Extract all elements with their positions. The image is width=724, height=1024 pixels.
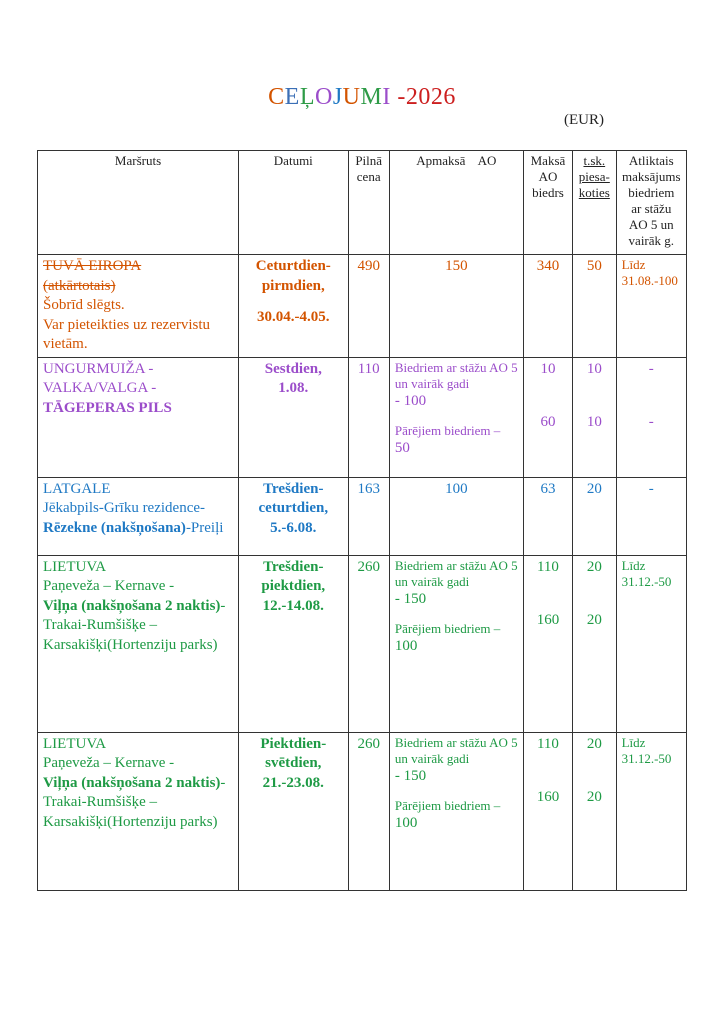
member-pays-senior: 110	[536, 558, 559, 575]
date-cell	[239, 732, 348, 890]
member-pays-cell	[523, 732, 572, 890]
currency-label: (EUR)	[564, 112, 604, 128]
member-pays-cell: 340	[523, 255, 572, 358]
header-member-pays: Maksā AO biedrs	[523, 151, 572, 255]
ao-pays-cell	[389, 732, 523, 890]
date-cell	[239, 477, 348, 555]
table-row	[38, 255, 687, 358]
full-price-cell: 163	[348, 477, 389, 555]
route-detail	[43, 499, 233, 538]
ao-pays-cell	[389, 555, 523, 732]
discount-cell: Līdz 31.12.-50	[616, 732, 686, 890]
route-detail	[43, 774, 233, 833]
ao-pays-senior-value: - 150	[394, 590, 427, 607]
route-line: LIETUVA	[43, 558, 107, 575]
header-dates: Datumi	[239, 151, 348, 255]
header-ao-pays: Apmaksā AO	[389, 151, 523, 255]
full-price-cell: 260	[348, 732, 389, 890]
date-range: 5.-6.08.	[270, 519, 317, 536]
member-pays-other: 160	[536, 789, 560, 805]
discount-cell: Līdz 31.12.-50	[616, 555, 686, 732]
table-row	[38, 732, 687, 890]
full-price-cell: 110	[348, 357, 389, 477]
ao-pays-cell: 100	[389, 477, 523, 555]
ao-pays-other-value: 50	[394, 440, 410, 456]
table-header-row	[38, 151, 687, 255]
ao-pays-senior-value: - 150	[394, 767, 427, 784]
full-price-cell: 260	[348, 555, 389, 732]
discount-cell: -	[616, 477, 686, 555]
table-row	[38, 357, 687, 477]
incl-senior: 20	[586, 558, 602, 575]
route-line: LIETUVA	[43, 735, 107, 752]
title-letter: U	[342, 84, 361, 110]
route-line: VALKA/VALGA -	[43, 380, 157, 396]
full-price-cell: 490	[348, 255, 389, 358]
ao-pays-other-value: 100	[394, 638, 418, 654]
route-strike-2: (atkārtotais)	[43, 277, 116, 294]
member-pays-cell	[523, 555, 572, 732]
incl-cell	[573, 357, 617, 477]
incl-other: 10	[586, 414, 602, 430]
ao-pays-other-value: 100	[394, 815, 418, 831]
date-days: Sestdien,	[264, 360, 322, 377]
member-pays-senior: 110	[536, 735, 559, 752]
discount-cell: Līdz 31.08.-100	[616, 255, 686, 358]
table-row	[38, 555, 687, 732]
table-row	[38, 477, 687, 555]
header-full-price: Pilnā cena	[348, 151, 389, 255]
route-status: Šobrīd slēgts.	[43, 297, 125, 313]
route-stay: Rēzekne (nakšņošana)	[43, 519, 186, 536]
route-cell	[38, 477, 239, 555]
member-pays-cell	[523, 357, 572, 477]
incl-cell: 20	[573, 477, 617, 555]
header-incl-text: t.sk. piesa-koties	[578, 153, 610, 200]
route-cell	[38, 255, 239, 358]
title-letter: Ļ	[299, 84, 315, 110]
date-range: 21.-23.08.	[262, 774, 324, 791]
date-cell	[239, 555, 348, 732]
tours-table	[37, 150, 687, 891]
ao-pays-senior-label: Biedriem ar stāžu AO 5 un vairāk gadi	[394, 557, 518, 589]
route-stay: Viļņa (nakšņošana 2 naktis)	[43, 774, 221, 791]
incl-cell: 50	[573, 255, 617, 358]
incl-other: 20	[586, 612, 602, 628]
date-cell	[239, 357, 348, 477]
title-letter: I	[382, 84, 391, 110]
ao-pays-other-label: Pārējiem biedriem –	[394, 798, 501, 813]
member-pays-cell: 63	[523, 477, 572, 555]
ao-pays-senior-label: Biedriem ar stāžu AO 5 un vairāk gadi	[394, 359, 518, 391]
member-pays-senior: 10	[540, 360, 556, 377]
route-destination: TĀGEPERAS PILS	[43, 399, 172, 416]
route-rest: -Trakai-Rumšišķe – Karsakišķi(Hortenziju parks)	[43, 774, 226, 830]
member-pays-other: 60	[540, 414, 556, 430]
route-strike-1: TUVĀ EIROPA	[43, 258, 142, 274]
member-pays-other: 160	[536, 612, 560, 628]
route-detail	[43, 597, 233, 656]
route-part: Jēkabpils-Grīku rezidence-	[43, 500, 206, 516]
incl-cell	[573, 555, 617, 732]
date-days: Trešdien-ceturtdien,	[258, 480, 329, 516]
date-days: Ceturtdien-pirmdien,	[255, 258, 331, 294]
date-range: 12.-14.08.	[262, 597, 324, 614]
date-range: 30.04.-4.05.	[257, 309, 330, 325]
date-cell	[239, 255, 348, 358]
incl-other: 20	[586, 789, 602, 805]
title-letter: C	[268, 84, 285, 110]
route-line: LATGALE	[43, 480, 111, 497]
title-letter: -	[397, 84, 406, 110]
title-letter: O	[314, 84, 333, 110]
incl-cell	[573, 732, 617, 890]
ao-pays-senior-label: Biedriem ar stāžu AO 5 un vairāk gadi	[394, 734, 518, 766]
header-discount: Atliktais maksājums biedriem ar stāžu AO 5 un vairāk g.	[616, 151, 686, 255]
discount-other: -	[648, 414, 654, 430]
incl-senior: 20	[586, 735, 602, 752]
route-rest: -Trakai-Rumšišķe – Karsakišķi(Hortenziju parks)	[43, 597, 226, 653]
title-letter: J	[332, 84, 343, 110]
ao-pays-other-label: Pārējiem biedriem –	[394, 621, 501, 636]
date-days: Piektdien-svētdien,	[260, 735, 327, 771]
route-line: Paņeveža – Kernave -	[43, 578, 175, 594]
title-letter: M	[360, 84, 383, 110]
page-title	[0, 84, 724, 111]
route-line: UNGURMUIŽA -	[43, 360, 154, 377]
header-route: Maršruts	[38, 151, 239, 255]
route-cell	[38, 555, 239, 732]
date-days: Trešdien-piektdien,	[261, 558, 326, 594]
route-note: Var pieteikties uz rezervistu vietām.	[43, 316, 211, 352]
ao-pays-cell	[389, 357, 523, 477]
route-cell	[38, 732, 239, 890]
header-incl-signup	[573, 151, 617, 255]
discount-cell	[616, 357, 686, 477]
ao-pays-senior-value: - 100	[394, 392, 427, 409]
route-cell	[38, 357, 239, 477]
route-line: Paņeveža – Kernave -	[43, 755, 175, 771]
discount-senior: -	[648, 360, 654, 377]
title-letter: E	[284, 84, 300, 110]
date-range: 1.08.	[278, 380, 309, 396]
route-part: -Preiļi	[185, 519, 224, 536]
title-year: 2026	[405, 84, 456, 110]
ao-pays-cell: 150	[389, 255, 523, 358]
incl-senior: 10	[586, 360, 602, 377]
route-stay: Viļņa (nakšņošana 2 naktis)	[43, 597, 221, 614]
ao-pays-other-label: Pārējiem biedriem –	[394, 423, 501, 438]
